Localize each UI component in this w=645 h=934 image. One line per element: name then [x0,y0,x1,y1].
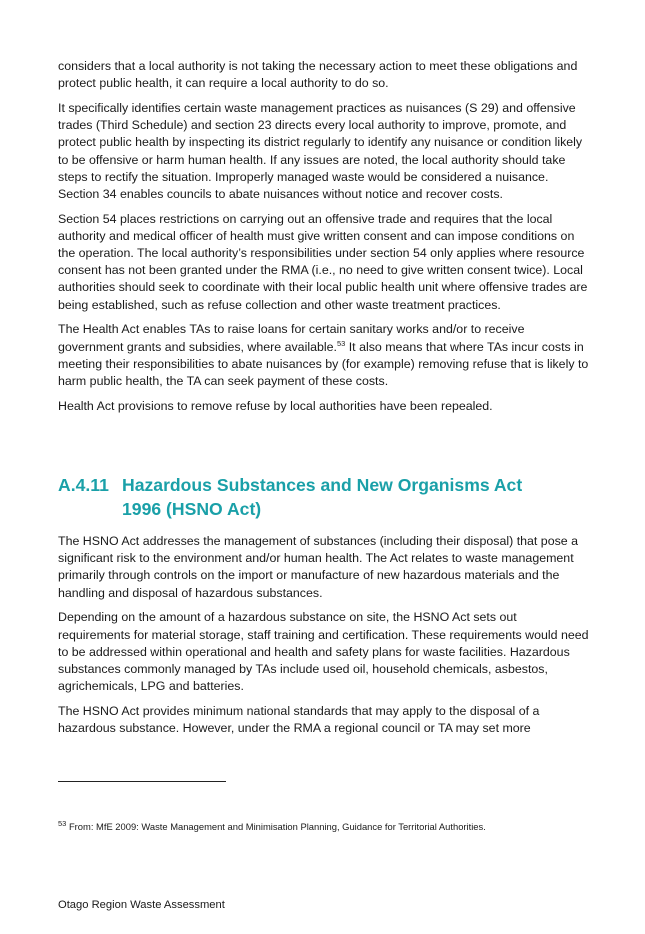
paragraph-text: The Health Act enables TAs to raise loans for certain sanitary works and/or to receive government grants and subsidies, where available. [58,322,525,354]
paragraph: It specifically identifies certain waste management practices as nuisances (S 29) and offensive trades (Third Schedule) and section 23 directs every local authority to improve, promote, and protect public health by inspecting its district regularly to identify any nuisance or condition likely to be offensive or harm human health. If any issues are noted, the local authority should take steps to rectify the situation. Improperly managed waste would be considered a nuisance. Section 34 enables councils to abate nuisances without notice and recover costs. [58,100,583,201]
section-title-line2: 1996 (HSNO Act) [122,499,262,519]
page-footer: Otago Region Waste Assessment [58,899,225,911]
footnote-text: From: MfE 2009: Waste Management and Minimisation Planning, Guidance for Territorial Authorities. [66,821,486,832]
paragraph: Depending on the amount of a hazardous substance on site, the HSNO Act sets out requirements for material storage, staff training and certification. These requirements would need to be addressed within operational and health and safety plans for waste facilities. Hazardous substances commonly managed by TAs include used oil, household chemicals, asbestos, agrichemicals, LPG and batteries. [58,610,589,694]
section-heading [58,473,598,521]
section-number: A.4.11 [58,475,109,495]
body-section-hsno [58,533,590,745]
paragraph: The HSNO Act addresses the management of substances (including their disposal) that pose a significant risk to the environment and/or human health. The Act relates to waste management primarily through controls on the import or manufacture of new hazardous materials and the handling and disposal of hazardous substances. [58,534,579,600]
section-title-line1: Hazardous Substances and New Organisms Act [122,475,523,495]
footnote-reference[interactable]: 53 [336,338,346,348]
paragraph [58,321,590,390]
footnote [58,820,618,833]
footnote-separator [58,781,226,782]
paragraph: The HSNO Act provides minimum national standards that may apply to the disposal of a hazardous substance. However, under the RMA a regional council or TA may set more [58,703,540,736]
body-section-health-act [58,58,590,422]
paragraph-text: It also means that where TAs incur costs in meeting their responsibilities to abate nuisances by (for example) removing refuse that is likely to harm public health, the TA can seek payment of these costs. [58,339,589,388]
paragraph: Health Act provisions to remove refuse by local authorities have been repealed. [58,398,493,413]
paragraph: considers that a local authority is not taking the necessary action to meet these obligations and protect public health, it can require a local authority to do so. [58,59,578,91]
footnote-number: 53 [58,818,67,828]
paragraph: Section 54 places restrictions on carrying out an offensive trade and requires that the local authority and medical officer of health must give written consent and can impose conditions on the operation. The local authority’s responsibilities under section 54 only applies where resource consent has not been granted under the RMA (i.e., no need to give written consent twice). Local authorities should seek to coordinate with their local public health unit where offensive trades are being established, such as refuse collection and other waste treatment practices. [58,211,588,312]
